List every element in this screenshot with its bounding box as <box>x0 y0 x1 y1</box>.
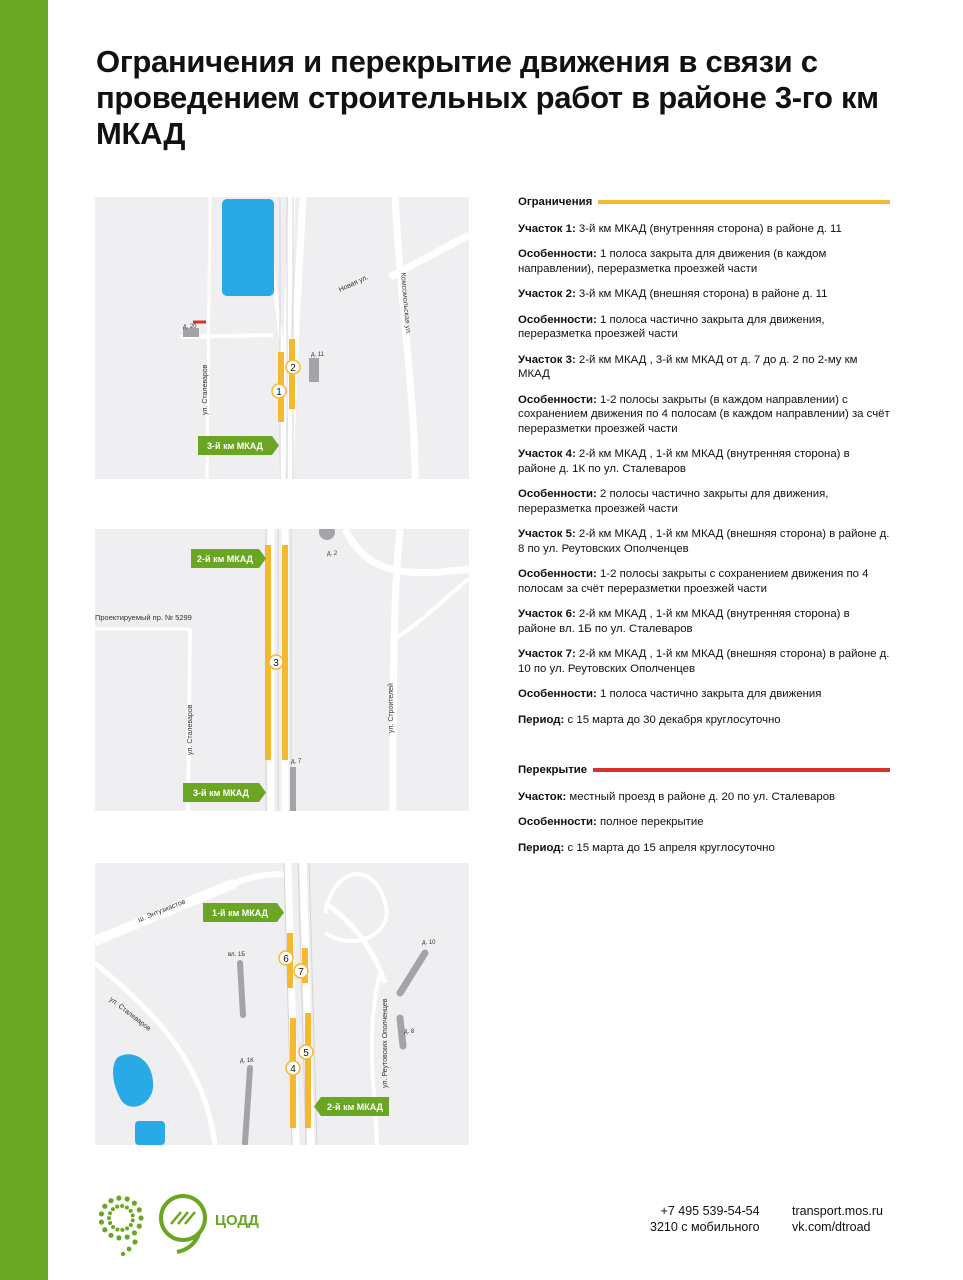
restriction-entry-label: Особенности: <box>518 488 597 500</box>
restriction-entry-label: Участок 1: <box>518 222 576 235</box>
restriction-entry <box>518 287 890 302</box>
logo-dot <box>99 1211 104 1216</box>
logo-dot <box>131 1213 135 1217</box>
logo-dot <box>102 1227 107 1232</box>
restriction-entry <box>518 447 890 476</box>
restriction-entry-text: 2-й км МКАД , 1-й км МКАД (внутренняя сторона) в районе д. 1К по ул. Сталеваров <box>518 448 850 475</box>
logo-dot <box>125 1234 130 1239</box>
restriction-entry-text: 1 полоса частично закрыта для движения, переразметка проезжей части <box>518 313 825 340</box>
closure-entry <box>518 815 890 830</box>
building-label-d8: д. 8 <box>404 1029 415 1035</box>
street-label-entuz: ш. Энтузиастов <box>137 898 187 924</box>
logo-dot <box>132 1201 137 1206</box>
building-d8 <box>400 1018 403 1046</box>
logo-dot <box>125 1196 130 1201</box>
logo-dot <box>116 1196 121 1201</box>
logo-dot <box>131 1218 135 1222</box>
building-label-d2: д. 2 <box>327 551 338 557</box>
logo-dot <box>137 1224 142 1229</box>
street-label-stalevarov: ул. Сталеваров <box>187 704 194 755</box>
restriction-entry-text: 2-й км МКАД , 1-й км МКАД (внутренняя сторона) в районе вл. 1Б по ул. Сталеваров <box>518 608 850 635</box>
water-body <box>113 1054 153 1106</box>
restriction-entry <box>518 353 890 382</box>
restriction-entry <box>518 487 890 516</box>
logo-dot <box>125 1206 129 1210</box>
building-d2 <box>319 529 335 540</box>
water-body-small <box>135 1121 165 1145</box>
restriction-entry-text: 1-2 полосы закрыты с сохранением движения по 4 полосам за счёт переразметки проезжей части <box>518 568 869 595</box>
restriction-entry-label: Участок 4: <box>518 448 576 460</box>
mobile-number: 3210 с мобильного <box>650 1220 760 1234</box>
water-body <box>222 199 274 296</box>
logo-dot <box>129 1209 133 1213</box>
building-label-d11: д. 11 <box>311 352 325 358</box>
restriction-entry-text: 1-2 полосы закрыты (в каждом направлении) с сохранением движения по 4 полосам (в каждом направлении) за счёт переразметки проезжей части <box>518 393 890 435</box>
section-1-label: 1 <box>276 387 282 398</box>
closure-list <box>518 790 890 856</box>
section-7-label: 7 <box>298 967 304 978</box>
restriction-entry-label: Особенности: <box>518 688 597 700</box>
closure-heading: Перекрытие <box>518 763 890 778</box>
restriction-entry-label: Особенности: <box>518 393 597 406</box>
building-label-d20: д. 20 <box>183 324 197 330</box>
restriction-entry <box>518 527 890 556</box>
logo-dot <box>120 1204 124 1208</box>
map-section-1-2 <box>95 197 469 479</box>
restriction-entry-text: 2-й км МКАД , 3-й км МКАД от д. 7 до д. 2 по 2-му км МКАД <box>518 353 858 380</box>
restriction-entry-label: Участок 7: <box>518 648 576 660</box>
closure-entry-label: Участок: <box>518 790 567 803</box>
closure-entry-text: полное перекрытие <box>596 816 704 828</box>
map-section-3 <box>95 529 469 811</box>
logo-dot <box>132 1239 137 1244</box>
restriction-entry <box>518 607 890 636</box>
restriction-entry-text: 3-й км МКАД (внешняя сторона) в районе д. 11 <box>575 288 828 300</box>
km-sign-3 <box>198 436 279 455</box>
codd-logo <box>95 1192 275 1263</box>
restriction-entry <box>518 647 890 676</box>
restriction-entry-text: 3-й км МКАД (внутренняя сторона) в районе д. 11 <box>575 222 842 235</box>
svg-text:1-й км МКАД: 1-й км МКАД <box>212 908 268 918</box>
logo-dot <box>111 1225 115 1229</box>
logo-dot <box>116 1235 121 1240</box>
building-vl1b <box>240 963 243 1015</box>
restriction-section-3-left <box>265 545 271 760</box>
restriction-entry-label: Период: <box>518 713 565 726</box>
site-link[interactable]: transport.mos.ru <box>792 1204 884 1218</box>
restriction-entry-label: Участок 6: <box>518 608 576 620</box>
restrictions-legend-line <box>598 200 890 204</box>
street-label-stroiteley: ул. Строителей <box>388 683 395 733</box>
restriction-entry <box>518 393 890 437</box>
logo-dot <box>125 1226 129 1230</box>
svg-text:2-й км МКАД: 2-й км МКАД <box>327 1102 383 1112</box>
svg-text:3-й км МКАД: 3-й км МКАД <box>193 788 249 798</box>
km-sign-2 <box>314 1097 389 1116</box>
restriction-entry-label: Особенности: <box>518 248 597 260</box>
restriction-entry-text: 2-й км МКАД , 1-й км МКАД (внешняя сторона) в районе д. 8 по ул. Реутовских Ополченцев <box>518 528 890 555</box>
closure-entry-text: с 15 марта до 15 апреля круглосуточно <box>564 841 775 854</box>
km-sign-2 <box>191 549 266 568</box>
restriction-entry-label: Участок 5: <box>518 528 576 540</box>
vk-link[interactable]: vk.com/dtroad <box>792 1220 871 1234</box>
street-label-stalevarov: ул. Сталеваров <box>107 996 152 1033</box>
building-d7 <box>290 767 296 811</box>
street-label-novaya: Новая ул. <box>337 274 370 294</box>
restriction-entry <box>518 222 890 237</box>
section-2-label: 2 <box>290 363 296 374</box>
dots-logo-icon <box>99 1196 144 1257</box>
page-title: Ограничения и перекрытие движения в связи с проведением строительных работ в районе 3-го км МКАД <box>96 44 879 151</box>
section-6-label: 6 <box>283 954 289 965</box>
logo-dot <box>137 1207 142 1212</box>
street-label-reutov: ул. Реутовских Ополченцев <box>382 998 389 1088</box>
restriction-entry-text: 1 полоса закрыта для движения (в каждом направлении), переразметка проезжей части <box>518 248 827 275</box>
closure-entry-label: Период: <box>518 841 565 854</box>
building-d1k <box>245 1068 250 1143</box>
logo-dot <box>138 1215 143 1220</box>
restriction-entry-label: Особенности: <box>518 313 597 326</box>
closure-legend-line <box>593 768 890 772</box>
restrictions-list <box>518 222 890 728</box>
restriction-entry-label: Участок 3: <box>518 353 576 366</box>
closure-entry <box>518 841 890 856</box>
nine-logo-icon <box>161 1196 205 1252</box>
restriction-entry-label: Особенности: <box>518 568 597 580</box>
logo-dot <box>108 1198 113 1203</box>
logo-dot <box>115 1205 119 1209</box>
street-label-proekt: Проектируемый пр. № 5299 <box>95 613 192 622</box>
building-d10 <box>400 953 425 993</box>
map-section-4-7 <box>95 863 469 1145</box>
logo-dot <box>129 1223 133 1227</box>
restriction-entry <box>518 313 890 342</box>
section-5-label: 5 <box>303 1048 309 1059</box>
building-label-d7: д. 7 <box>291 759 302 765</box>
restriction-entry <box>518 713 890 728</box>
logo-dot <box>108 1211 112 1215</box>
svg-text:3-й км МКАД: 3-й км МКАД <box>207 441 263 451</box>
section-3-label: 3 <box>273 658 279 669</box>
section-4-label: 4 <box>290 1064 296 1075</box>
building-label-vl1b: вл. 1Б <box>228 952 246 958</box>
closure-entry <box>518 790 890 805</box>
logo-dot <box>111 1207 115 1211</box>
restriction-entry <box>518 687 890 702</box>
logo-dot <box>115 1227 119 1231</box>
logo-dot <box>99 1220 104 1225</box>
building-label-d10: д. 10 <box>422 940 436 946</box>
logo-dot <box>121 1252 125 1256</box>
restriction-entry <box>518 567 890 596</box>
contact-links <box>792 1203 883 1235</box>
restriction-entry-text: 1 полоса частично закрыта для движения <box>596 688 822 700</box>
restriction-section-3-right <box>282 545 288 760</box>
building-label-d1k: д. 1К <box>240 1058 254 1064</box>
street-label-komsomol: Комсомольская ул. <box>399 272 412 336</box>
left-accent-bar <box>0 0 48 1280</box>
phone-number[interactable]: +7 495 539-54-54 <box>660 1204 760 1218</box>
restrictions-heading: Ограничения <box>518 195 890 210</box>
closure-entry-label: Особенности: <box>518 816 597 828</box>
logo-dot <box>108 1221 112 1225</box>
logo-dot <box>127 1247 132 1252</box>
logo-dot <box>120 1228 124 1232</box>
info-panel <box>518 195 890 866</box>
restriction-entry-text: 2-й км МКАД , 1-й км МКАД (внешняя сторона) в районе д. 10 по ул. Реутовских Ополченцев <box>518 648 890 675</box>
logo-dot <box>102 1204 107 1209</box>
building-d11 <box>309 358 319 382</box>
svg-text:2-й км МКАД: 2-й км МКАД <box>197 554 253 564</box>
restriction-entry-label: Участок 2: <box>518 288 576 300</box>
logo-dot <box>108 1233 113 1238</box>
km-sign-3 <box>183 783 266 802</box>
closure-entry-text: местный проезд в районе д. 20 по ул. Сталеваров <box>566 790 836 803</box>
km-sign-1 <box>203 903 284 922</box>
logo-dot <box>107 1216 111 1220</box>
contact-phones <box>650 1203 760 1235</box>
street-label-stalevarov: ул. Сталеваров <box>202 364 209 415</box>
restriction-section-5 <box>305 1013 311 1128</box>
restriction-entry-text: с 15 марта до 30 декабря круглосуточно <box>564 713 781 726</box>
logo-dot <box>132 1230 137 1235</box>
restriction-entry-text: 2 полосы частично закрыты для движения, переразметка проезжей части <box>518 488 829 515</box>
restriction-entry <box>518 247 890 276</box>
brand-name: ЦОДД <box>215 1212 259 1229</box>
